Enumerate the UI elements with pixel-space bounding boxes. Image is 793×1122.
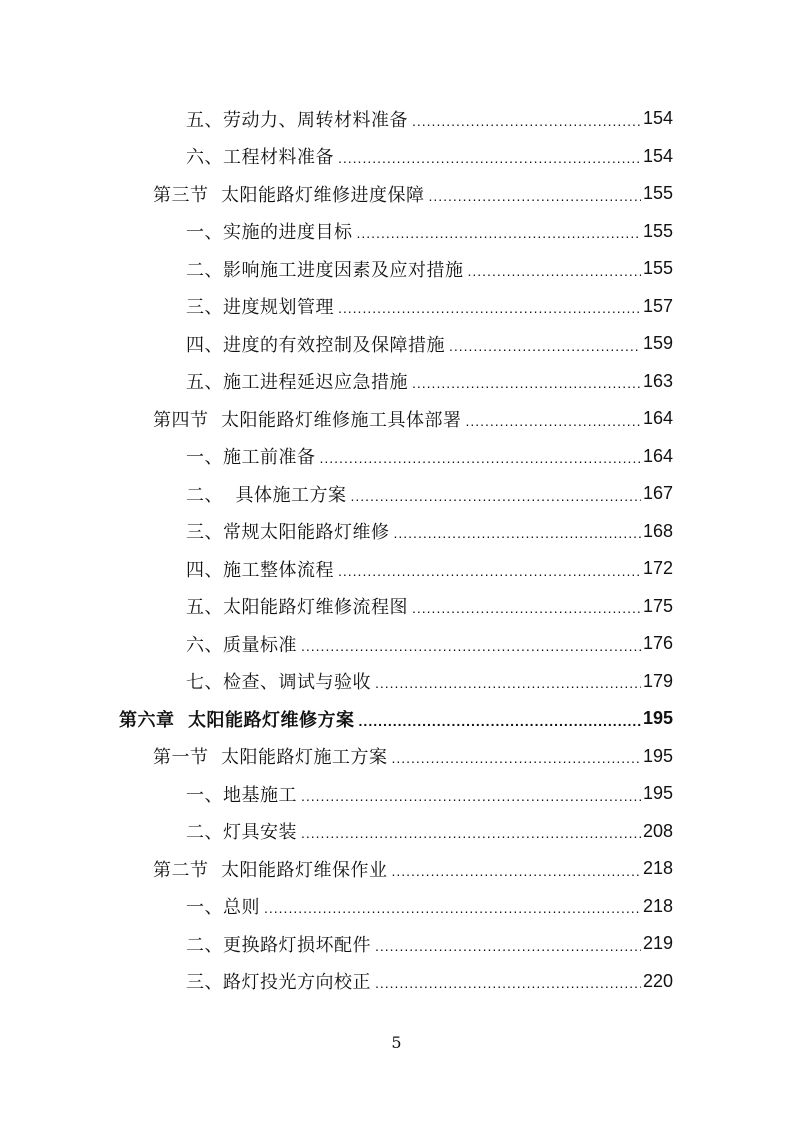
toc-dot-leader [412,600,641,616]
toc-entry-title: 二、灯具安装 [186,822,297,844]
toc-entry[interactable] [0,738,793,776]
toc-entry[interactable] [0,588,793,626]
toc-entry[interactable] [0,850,793,888]
toc-entry-page-number: 155 [642,258,673,279]
toc-entry-title: 一、总则 [186,897,260,919]
toc-dot-leader [338,563,641,579]
toc-dot-leader [465,413,641,429]
toc-entry[interactable] [0,925,793,963]
toc-entry-title: 五、劳动力、周转材料准备 [186,109,408,131]
toc-dot-leader [428,188,641,204]
toc-entry-page-number: 219 [642,933,673,954]
toc-entry[interactable] [0,100,793,138]
toc-entry-title: 一、施工前准备 [186,447,316,469]
toc-entry-title: 四、施工整体流程 [186,559,334,581]
toc-entry[interactable] [0,513,793,551]
toc-entry-title: 第三节 太阳能路灯维修进度保障 [153,184,425,206]
toc-entry-page-number: 164 [642,408,673,429]
toc-entry-page-number: 159 [642,333,673,354]
toc-dot-leader [394,525,641,541]
toc-entry[interactable] [0,213,793,251]
toc-dot-leader [375,975,641,991]
toc-dot-leader [301,788,641,804]
toc-dot-leader [350,488,641,504]
toc-entry-page-number: 208 [642,820,673,841]
toc-entry[interactable] [0,175,793,213]
toc-entry-title: 第一节 太阳能路灯施工方案 [153,747,388,769]
toc-entry-page-number: 218 [642,895,673,916]
toc-entry-page-number: 167 [642,483,673,504]
toc-dot-leader [375,675,641,691]
toc-entry-title: 第二节 太阳能路灯维保作业 [153,859,388,881]
toc-entry[interactable] [0,138,793,176]
toc-entry-title: 六、工程材料准备 [186,147,334,169]
toc-dot-leader [412,113,641,129]
toc-entry-title: 六、质量标准 [186,634,297,656]
toc-entry-page-number: 157 [642,295,673,316]
toc-entry-title: 二、更换路灯损坏配件 [186,934,371,956]
toc-entry-page-number: 172 [642,558,673,579]
toc-entry-title: 四、进度的有效控制及保障措施 [186,334,445,356]
toc-entry-page-number: 179 [642,670,673,691]
toc-entry[interactable] [0,963,793,1001]
page-number: 5 [391,1033,402,1052]
toc-entry-page-number: 195 [642,708,673,729]
toc-entry-page-number: 176 [642,633,673,654]
toc-entry-title: 五、施工进程延迟应急措施 [186,372,408,394]
table-of-contents [0,100,793,1000]
toc-entry-page-number: 195 [642,745,673,766]
toc-dot-leader [338,300,641,316]
toc-entry-title: 第四节 太阳能路灯维修施工具体部署 [153,409,462,431]
toc-entry-page-number: 168 [642,520,673,541]
toc-entry[interactable] [0,813,793,851]
toc-entry-title: 第六章 太阳能路灯维修方案 [119,709,355,731]
toc-dot-leader [301,825,641,841]
toc-entry[interactable] [0,663,793,701]
toc-dot-leader [375,938,641,954]
toc-entry-title: 三、路灯投光方向校正 [186,972,371,994]
toc-entry-page-number: 154 [642,145,673,166]
toc-entry-page-number: 164 [642,445,673,466]
toc-entry[interactable] [0,325,793,363]
toc-entry[interactable] [0,288,793,326]
toc-entry[interactable] [0,888,793,926]
toc-entry[interactable] [0,475,793,513]
toc-entry-page-number: 220 [642,970,673,991]
toc-entry-page-number: 175 [642,595,673,616]
toc-entry-page-number: 155 [642,183,673,204]
toc-entry[interactable] [0,438,793,476]
toc-dot-leader [338,150,641,166]
toc-dot-leader [468,263,641,279]
toc-dot-leader [359,713,641,729]
toc-dot-leader [391,750,641,766]
toc-entry[interactable] [0,400,793,438]
toc-entry-title: 三、常规太阳能路灯维修 [186,522,390,544]
toc-dot-leader [301,638,641,654]
toc-entry-title: 三、进度规划管理 [186,297,334,319]
toc-entry-title: 七、检查、调试与验收 [186,672,371,694]
toc-dot-leader [264,900,641,916]
toc-dot-leader [449,338,641,354]
toc-dot-leader [391,863,641,879]
toc-entry[interactable] [0,625,793,663]
toc-entry[interactable] [0,363,793,401]
toc-entry-title: 二、 具体施工方案 [186,484,347,506]
toc-entry-title: 二、影响施工进度因素及应对措施 [186,259,464,281]
toc-dot-leader [320,450,641,466]
toc-entry-page-number: 218 [642,858,673,879]
toc-entry[interactable] [0,550,793,588]
toc-entry-title: 一、地基施工 [186,784,297,806]
toc-entry-title: 一、实施的进度目标 [186,222,353,244]
toc-entry-page-number: 163 [642,370,673,391]
toc-entry-page-number: 195 [642,783,673,804]
toc-entry[interactable] [0,250,793,288]
toc-entry[interactable] [0,700,793,738]
toc-dot-leader [357,225,641,241]
toc-entry-page-number: 154 [642,108,673,129]
toc-entry-title: 五、太阳能路灯维修流程图 [186,597,408,619]
toc-entry[interactable] [0,775,793,813]
toc-dot-leader [412,375,641,391]
toc-entry-page-number: 155 [642,220,673,241]
